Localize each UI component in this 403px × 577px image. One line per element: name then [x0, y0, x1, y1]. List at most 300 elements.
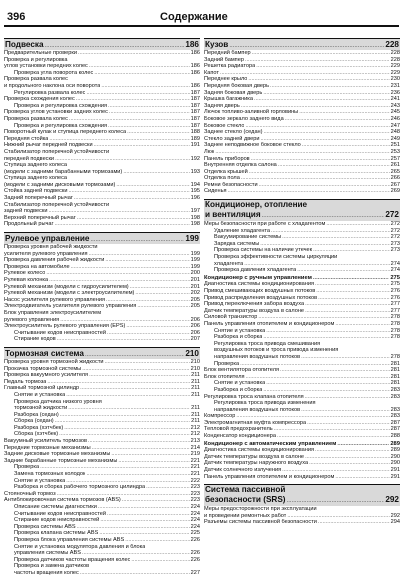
toc-entry[interactable] [4, 336, 200, 343]
dot-leader [305, 301, 390, 308]
section-page-number: 292 [385, 495, 399, 505]
toc-entry[interactable] [204, 506, 400, 513]
toc-entry[interactable] [4, 169, 200, 176]
toc-entry[interactable] [4, 478, 200, 485]
toc-entry[interactable] [4, 90, 200, 97]
toc-entry[interactable] [4, 438, 200, 445]
entry-page-number: 278 [390, 314, 400, 321]
toc-entry[interactable] [4, 412, 200, 419]
toc-entry[interactable] [4, 431, 200, 438]
dot-leader [100, 517, 189, 524]
toc-entry[interactable] [4, 399, 200, 406]
dot-leader [89, 63, 190, 70]
toc-entry[interactable] [4, 162, 200, 169]
entry-text: Силовой транзистор [204, 314, 258, 321]
entry-page-number: 283 [390, 413, 400, 420]
entry-text: Переднее крыло [204, 76, 248, 83]
toc-entry[interactable] [204, 334, 400, 341]
toc-entry[interactable] [204, 513, 400, 520]
entry-text: Ступица заднего колеса [4, 175, 67, 182]
toc-entry[interactable] [204, 460, 400, 467]
entry-text: (модели с задними дисковыми тормозами) [4, 181, 116, 188]
toc-entry[interactable] [4, 425, 200, 432]
toc-entry[interactable] [4, 116, 200, 123]
toc-entry[interactable] [4, 372, 200, 379]
dot-leader [256, 63, 389, 70]
toc-entry[interactable] [204, 162, 400, 169]
dot-leader [297, 267, 389, 274]
toc-entry[interactable] [4, 557, 200, 564]
entry-page-number: 290 [390, 460, 400, 467]
toc-entry[interactable] [204, 57, 400, 64]
entry-page-number: 225 [190, 530, 200, 537]
entry-text: Датчик температуры воздуха в салоне [204, 453, 305, 460]
toc-entry[interactable] [204, 426, 400, 433]
entry-page-number: 283 [390, 386, 400, 393]
toc-entry[interactable] [4, 270, 200, 277]
toc-entry[interactable] [4, 504, 200, 511]
dot-leader [228, 188, 390, 195]
dot-leader [66, 392, 190, 399]
entry-text: воздушных потоков и троса привода изменения [214, 347, 339, 354]
toc-entry[interactable] [4, 202, 200, 209]
toc-entry[interactable] [204, 116, 400, 123]
dot-leader [287, 496, 385, 506]
toc-entry[interactable] [204, 96, 400, 103]
toc-entry[interactable] [204, 129, 400, 136]
entry-text: Панель приборов [204, 155, 250, 162]
toc-entry[interactable] [204, 281, 400, 288]
toc-entry[interactable] [204, 301, 400, 308]
toc-entry[interactable] [4, 392, 200, 399]
toc-entry[interactable] [4, 537, 200, 544]
dot-leader [249, 169, 390, 176]
toc-entry[interactable] [204, 234, 400, 241]
entry-page-number: 186 [190, 50, 200, 56]
entry-text: Регулировка троса привода смешивания [214, 340, 321, 347]
dot-leader [240, 361, 390, 368]
entry-text: Проверка вакуумного усилителя [4, 372, 89, 379]
toc-entry[interactable] [4, 83, 200, 90]
entry-page-number: 229 [390, 69, 400, 76]
entry-page-number: 266 [390, 175, 400, 182]
toc-entry[interactable] [4, 366, 200, 373]
toc-entry[interactable] [4, 129, 200, 136]
entry-page-number: 223 [190, 484, 200, 491]
entry-text: Снятие и установка [14, 477, 66, 484]
toc-entry[interactable] [204, 182, 400, 189]
entry-text: Задний бампер [204, 56, 244, 63]
toc-entry[interactable] [204, 454, 400, 461]
dot-leader [266, 380, 389, 387]
toc-entry[interactable] [4, 563, 200, 570]
entry-text: Поворотный кулак и ступица переднего колеса [4, 129, 127, 136]
toc-entry[interactable] [4, 517, 200, 524]
toc-entry[interactable] [4, 484, 200, 491]
entry-page-number: 272 [390, 234, 400, 241]
section-heading[interactable] [4, 232, 200, 244]
entry-text: Проверка [214, 360, 240, 367]
toc-entry[interactable] [204, 156, 400, 163]
entry-page-number: 236 [390, 89, 400, 96]
entry-text: Заднее неподвижное боковое стекло [204, 142, 301, 149]
entry-text: хладагента [214, 260, 244, 267]
toc-entry[interactable] [204, 136, 400, 143]
entry-page-number: 273 [390, 247, 400, 254]
toc-entry[interactable] [4, 359, 200, 366]
toc-entry[interactable] [4, 195, 200, 202]
entry-text: Датчик температуры наружного воздуха [204, 460, 309, 467]
dot-leader [301, 354, 390, 361]
toc-entry[interactable] [204, 433, 400, 440]
toc-entry[interactable] [204, 361, 400, 368]
entry-text: Проверка развала колес [4, 115, 68, 122]
toc-entry[interactable] [204, 474, 400, 481]
dot-leader [82, 550, 190, 557]
toc-entry[interactable] [4, 451, 200, 458]
entry-text: частоты вращения колес [14, 569, 79, 576]
entry-page-number: 221 [190, 457, 200, 464]
section-heading[interactable] [4, 347, 200, 359]
entry-text: Передние тормозные механизмы [4, 444, 91, 451]
dot-leader [59, 431, 190, 438]
toc-entry[interactable] [204, 188, 400, 195]
entry-text: Считывание кодов неисправностей [14, 510, 106, 517]
dot-leader [313, 247, 390, 254]
toc-entry[interactable] [4, 303, 200, 310]
dot-leader [301, 407, 390, 414]
toc-entry[interactable] [4, 497, 200, 504]
toc-entry[interactable] [204, 328, 400, 335]
entry-page-number: 212 [190, 424, 200, 431]
entry-text: Проверка давления хладагента [214, 267, 297, 274]
toc-entry[interactable] [204, 347, 400, 354]
entry-page-number: 292 [390, 512, 400, 519]
entry-text: Замена тормозных колодок [14, 471, 86, 478]
entry-page-number: 189 [190, 135, 200, 142]
entry-page-number: 188 [190, 129, 200, 136]
section-page-number: 186 [185, 40, 199, 49]
entry-text: Электродвигатель усилителя рулевого управления [4, 303, 137, 310]
dot-leader [244, 261, 389, 268]
toc-section [204, 199, 400, 480]
entry-page-number: 276 [390, 288, 400, 294]
toc-entry[interactable] [4, 330, 200, 337]
entry-text: Снятие и установка [214, 327, 266, 334]
dot-leader [278, 162, 390, 169]
section-title: Система пассивной [205, 485, 286, 495]
dot-leader [299, 109, 389, 116]
entry-page-number: 249 [390, 135, 400, 142]
toc-entry[interactable] [204, 169, 400, 176]
entry-page-number: 214 [190, 444, 200, 451]
dot-leader [57, 491, 190, 498]
entry-text: направления воздушных потоков [214, 353, 301, 360]
dot-leader [236, 413, 389, 420]
dot-leader [108, 103, 190, 110]
toc-subheading[interactable] [204, 275, 400, 282]
entry-text: Проверка системы на наличие утечек [214, 247, 313, 254]
entry-page-number: 210 [190, 365, 200, 372]
dot-leader [335, 321, 389, 328]
entry-text: Проверка развала колес [4, 76, 68, 83]
toc-entry[interactable] [4, 257, 200, 264]
toc-entry[interactable] [204, 288, 400, 295]
entry-text: Рулевой механизм (модели с электроусилителем) [4, 290, 135, 297]
toc-entry[interactable] [4, 458, 200, 465]
entry-text: Компрессор [204, 413, 236, 420]
entry-page-number: 261 [390, 162, 400, 169]
dot-leader [337, 441, 389, 448]
toc-entry[interactable] [204, 354, 400, 361]
entry-text: Передняя стойка [4, 135, 49, 142]
entry-text: направления воздушных потоков [214, 406, 301, 413]
toc-entry[interactable] [204, 413, 400, 420]
toc-entry[interactable] [4, 464, 200, 471]
toc-entry[interactable] [204, 109, 400, 116]
entry-page-number: 199 [190, 250, 200, 257]
section-heading[interactable] [204, 38, 400, 50]
entry-text: Проверка датчиков частоты вращения колес [14, 556, 131, 563]
toc-entry[interactable] [204, 519, 400, 526]
toc-entry[interactable] [204, 261, 400, 268]
entry-text: Проверка и регулировка схождения [14, 122, 107, 129]
toc-entry[interactable] [204, 149, 400, 156]
dot-leader [316, 288, 389, 295]
toc-entry[interactable] [4, 323, 200, 330]
dot-leader [315, 281, 390, 288]
toc-entry[interactable] [204, 221, 400, 228]
toc-entry[interactable] [4, 310, 200, 317]
dot-leader [307, 420, 390, 427]
section-title: Подвеска [5, 40, 44, 49]
entry-text: Регулировка троса клапана отопителя [204, 393, 304, 400]
entry-text: Кондиционер с автоматическим управлением [204, 440, 337, 447]
entry-page-number: 206 [190, 323, 200, 330]
entry-page-number: 289 [390, 447, 400, 454]
toc-entry[interactable] [4, 418, 200, 425]
dot-leader [245, 123, 389, 130]
toc-entry[interactable] [4, 251, 200, 258]
entry-text: Меры безопасности при работе с хладагентом [204, 221, 326, 228]
section-page-number: 199 [185, 234, 199, 244]
entry-page-number: 267 [390, 181, 400, 188]
entry-page-number: 257 [390, 155, 400, 162]
entry-text: Задняя боковая дверь [204, 89, 263, 96]
entry-page-number: 231 [390, 82, 400, 89]
entry-page-number: 193 [190, 168, 200, 175]
dot-leader [55, 221, 190, 228]
entry-text: Рулевое колесо [4, 270, 46, 277]
toc-entry[interactable] [204, 374, 400, 381]
dot-leader [68, 405, 190, 412]
toc-entry[interactable] [4, 123, 200, 130]
dot-leader [92, 445, 190, 452]
toc-entry[interactable] [204, 314, 400, 321]
toc-entry[interactable] [4, 156, 200, 163]
toc-entry[interactable] [4, 524, 200, 531]
toc-entry[interactable] [204, 367, 400, 374]
entry-page-number: 283 [390, 393, 400, 400]
toc-entry[interactable] [4, 96, 200, 103]
dot-leader [266, 328, 389, 335]
toc-entry[interactable] [204, 254, 400, 261]
toc-entry[interactable] [204, 394, 400, 401]
entry-page-number: 287 [390, 426, 400, 433]
dot-leader [271, 228, 390, 235]
entry-page-number: 247 [390, 122, 400, 129]
toc-entry[interactable] [4, 290, 200, 297]
section-heading[interactable] [4, 38, 200, 50]
toc-section [204, 38, 400, 195]
toc-entry[interactable] [204, 267, 400, 274]
toc-entry[interactable] [4, 550, 200, 557]
dot-leader [60, 317, 189, 324]
entry-text: Блок вентилятора отопителя [204, 367, 279, 374]
entry-text: Разборка (седан) [14, 411, 59, 418]
section-heading[interactable] [204, 199, 400, 221]
entry-page-number: 287 [390, 419, 400, 426]
section-page-number: 228 [385, 40, 399, 49]
toc-entry[interactable] [4, 277, 200, 284]
dot-leader [125, 537, 189, 544]
entry-text: передней подвески [4, 155, 55, 162]
toc-entry[interactable] [4, 264, 200, 271]
toc-entry[interactable] [204, 407, 400, 414]
dot-leader [264, 129, 390, 136]
section-title-continued: безопасности (SRS) [205, 495, 286, 505]
dot-leader [146, 484, 189, 491]
toc-entry[interactable] [204, 420, 400, 427]
toc-entry[interactable] [4, 570, 200, 577]
dot-leader [263, 90, 389, 97]
entry-page-number: 186 [190, 63, 200, 70]
entry-text: углов установки передних колес [4, 63, 88, 70]
toc-entry[interactable] [4, 175, 200, 182]
entry-page-number: 228 [390, 56, 400, 63]
entry-text: Педаль тормоза [4, 378, 47, 385]
toc-entry[interactable] [4, 208, 200, 215]
dot-leader [262, 211, 385, 221]
toc-entry[interactable] [204, 142, 400, 149]
toc-entry[interactable] [4, 50, 200, 57]
section-title: Тормозная система [5, 348, 84, 358]
dot-leader [270, 83, 390, 90]
entry-page-number: 206 [190, 329, 200, 336]
toc-entry[interactable] [4, 544, 200, 551]
toc-entry[interactable] [4, 317, 200, 324]
toc-entry[interactable] [4, 188, 200, 195]
entry-page-number: 187 [190, 122, 200, 129]
toc-entry[interactable] [204, 76, 400, 83]
toc-entry[interactable] [4, 530, 200, 537]
toc-entry[interactable] [4, 221, 200, 228]
dot-leader [105, 257, 189, 264]
toc-entry[interactable] [204, 70, 400, 77]
toc-subheading[interactable] [204, 441, 400, 448]
entry-text: Вакуумирование системы [214, 234, 282, 241]
toc-entry[interactable] [204, 341, 400, 348]
toc-entry[interactable] [4, 57, 200, 64]
toc-entry[interactable] [204, 247, 400, 254]
toc-entry[interactable] [204, 447, 400, 454]
toc-entry[interactable] [4, 491, 200, 498]
entry-page-number: 187 [190, 96, 200, 103]
dot-leader [69, 116, 190, 123]
toc-entry[interactable] [4, 215, 200, 222]
entry-text: Меры предосторожности при эксплуатации [204, 506, 317, 513]
toc-section [204, 484, 400, 526]
entry-text: Считывание кодов неисправностей [14, 329, 106, 336]
toc-entry[interactable] [204, 321, 400, 328]
toc-entry[interactable] [204, 103, 400, 110]
toc-entry[interactable] [4, 182, 200, 189]
entry-page-number: 205 [190, 303, 200, 310]
toc-entry[interactable] [4, 76, 200, 83]
page-number: 396 [7, 11, 26, 23]
entry-text: Отделка крышей [204, 168, 248, 175]
toc-entry[interactable] [4, 405, 200, 412]
entry-page-number: 243 [390, 102, 400, 109]
dot-leader [254, 96, 390, 103]
toc-entry[interactable] [4, 63, 200, 70]
toc-entry[interactable] [4, 379, 200, 386]
toc-entry[interactable] [4, 284, 200, 291]
entry-text: Проверка и регулировка схождения [14, 102, 107, 109]
toc-entry[interactable] [4, 103, 200, 110]
toc-entry[interactable] [4, 142, 200, 149]
entry-page-number: 281 [390, 367, 400, 374]
toc-entry[interactable] [4, 136, 200, 143]
entry-page-number: 210 [190, 358, 200, 365]
toc-entry[interactable] [204, 308, 400, 315]
entry-text: Заднее стекло (седан) [204, 129, 263, 136]
entry-page-number: 245 [390, 109, 400, 116]
entry-text: Разборка и сборка [214, 334, 263, 341]
entry-page-number: 222 [190, 477, 200, 484]
toc-entry[interactable] [204, 400, 400, 407]
toc-entry[interactable] [4, 445, 200, 452]
entry-page-number: 207 [190, 336, 200, 343]
toc-entry[interactable] [204, 63, 400, 70]
toc-entry[interactable] [4, 149, 200, 156]
dot-leader [94, 70, 189, 77]
toc-entry[interactable] [204, 467, 400, 474]
entry-text: Тепловой предохранитель [204, 426, 273, 433]
toc-entry[interactable] [204, 50, 400, 57]
section-heading[interactable] [204, 484, 400, 506]
toc-entry[interactable] [204, 175, 400, 182]
dot-leader [78, 50, 190, 57]
toc-entry[interactable] [204, 83, 400, 90]
toc-entry[interactable] [4, 70, 200, 77]
toc-entry[interactable] [204, 387, 400, 394]
entry-text: Электроусилитель рулевого управления (EPS) [4, 323, 126, 330]
dot-leader [105, 359, 190, 366]
toc-entry[interactable] [4, 385, 200, 392]
toc-entry[interactable] [4, 109, 200, 116]
toc-entry[interactable] [204, 241, 400, 248]
toc-entry[interactable] [204, 90, 400, 97]
toc-entry[interactable] [204, 295, 400, 302]
toc-entry[interactable] [204, 123, 400, 130]
toc-entry[interactable] [204, 228, 400, 235]
toc-entry[interactable] [204, 380, 400, 387]
entry-page-number: 251 [390, 142, 400, 149]
toc-entry[interactable] [4, 511, 200, 518]
toc-entry[interactable] [4, 297, 200, 304]
toc-entry[interactable] [4, 471, 200, 478]
